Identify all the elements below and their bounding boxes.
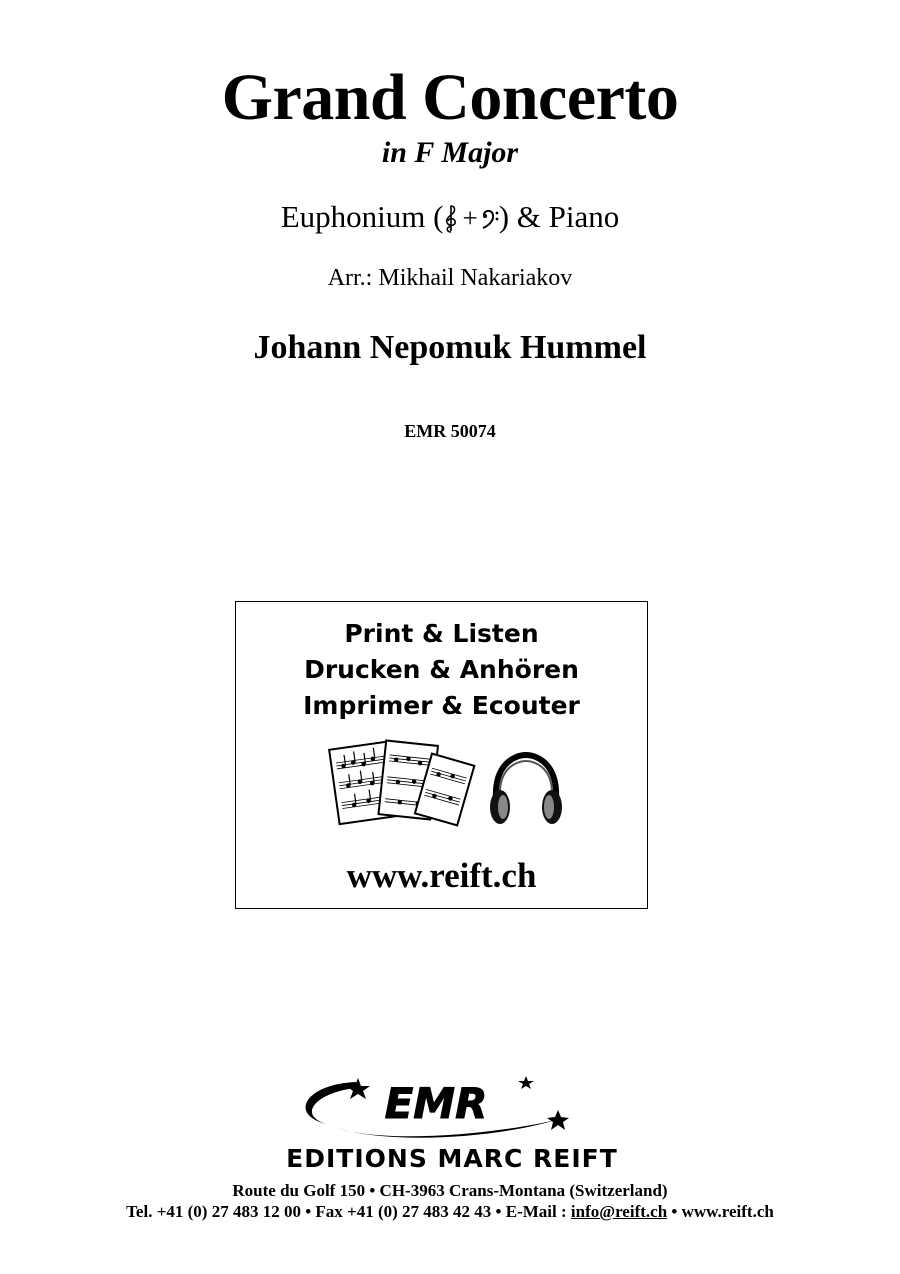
subtitle: in F Major: [381, 136, 519, 169]
bass-clef-icon: [481, 207, 499, 231]
publisher-address: Route du Golf 150 • CH-3963 Crans-Montana (Switzerland): [232, 1181, 668, 1200]
email-link[interactable]: info@reift.ch: [570, 1202, 668, 1221]
instrumentation-prefix: Euphonium (: [280, 199, 444, 234]
publisher-contact: [0, 1201, 900, 1223]
publisher-name: EDITIONS MARC REIFT: [286, 1144, 618, 1173]
arranger: Arr.: Mikhail Nakariakov: [327, 265, 573, 291]
contact-website: • www.reift.ch: [667, 1202, 774, 1221]
promo-illustration: [326, 737, 566, 837]
promo-line-en: Print & Listen: [344, 619, 539, 648]
title: Grand Concerto: [221, 61, 679, 134]
treble-clef-icon: [443, 204, 459, 234]
clef-pair: [443, 197, 498, 239]
print-listen-box: [235, 601, 648, 909]
promo-url: www.reift.ch: [346, 856, 537, 895]
promo-line-fr: Imprimer & Ecouter: [303, 691, 580, 720]
emr-logo: [236, 1074, 668, 1174]
catalog-number: EMR 50074: [404, 421, 496, 441]
sheet-music-icon: [329, 740, 474, 825]
instrumentation-suffix: ) & Piano: [498, 199, 620, 234]
promo-line-de: Drucken & Anhören: [304, 655, 579, 684]
instrumentation: [0, 196, 900, 239]
contact-phone-fax: Tel. +41 (0) 27 483 12 00 • Fax +41 (0) 27 483 42 43 • E-Mail :: [126, 1202, 571, 1221]
headphones-icon: [490, 755, 562, 824]
emr-logo-text: EMR: [384, 1079, 488, 1128]
instrumentation-plus: +: [462, 203, 478, 233]
composer: Johann Nepomuk Hummel: [253, 329, 647, 366]
